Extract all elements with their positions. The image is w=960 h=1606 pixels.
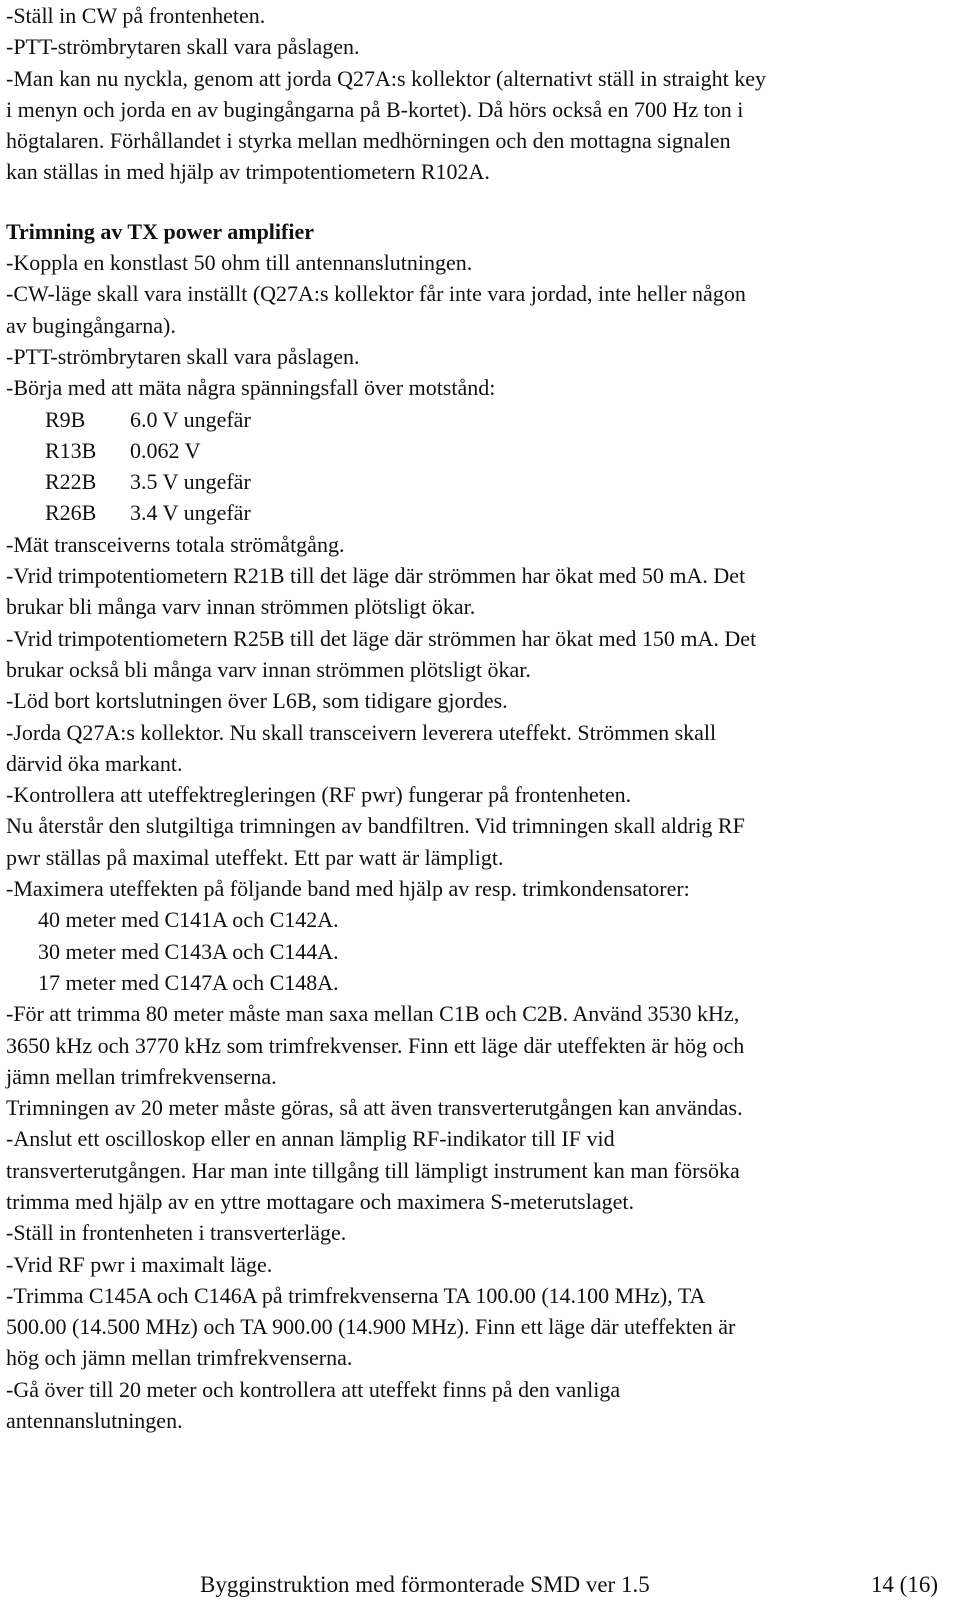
- text-line: -Löd bort kortslutningen över L6B, som tidigare gjordes.: [6, 688, 508, 714]
- band-item: 30 meter med C143A och C144A.: [38, 938, 339, 964]
- document-body: [6, 0, 956, 1436]
- text-line: Trimningen av 20 meter måste göras, så att även transverterutgången kan användas.: [6, 1095, 743, 1121]
- voltage-row: [6, 404, 956, 435]
- page-number: 14 (16): [870, 1572, 938, 1597]
- voltage-row: [6, 435, 956, 466]
- text-line: -Trimma C145A och C146A på trimfrekvenserna TA 100.00 (14.100 MHz), TA: [6, 1282, 706, 1308]
- text-line: därvid öka markant.: [6, 750, 183, 776]
- text-line: -För att trimma 80 meter måste man saxa mellan C1B och C2B. Använd 3530 kHz,: [6, 1001, 740, 1027]
- instructions-part-b: [6, 529, 956, 905]
- text-line: -Ställ in frontenheten i transverterläge.: [6, 1220, 347, 1246]
- voltage-value: 0.062 V: [130, 437, 201, 463]
- text-line: -Vrid trimpotentiometern R25B till det läge där strömmen har ökat med 150 mA. Det: [6, 625, 757, 651]
- text-line: kan ställas in med hjälp av trimpotentiometern R102A.: [6, 159, 490, 185]
- text-line: i menyn och jorda en av bugingångarna på B-kortet). Då hörs också en 700 Hz ton i: [6, 96, 744, 122]
- text-line: -CW-läge skall vara inställt (Q27A:s kollektor får inte vara jordad, inte heller någon: [6, 281, 746, 307]
- band-list: [6, 904, 956, 998]
- voltage-value: 3.4 V ungefär: [130, 500, 251, 526]
- voltage-list: [6, 404, 956, 529]
- text-line: antennanslutningen.: [6, 1408, 183, 1434]
- text-line: jämn mellan trimfrekvenserna.: [6, 1063, 277, 1089]
- voltage-row: [6, 497, 956, 528]
- section-heading: Trimning av TX power amplifier: [6, 218, 314, 244]
- text-line: -PTT-strömbrytaren skall vara påslagen.: [6, 343, 360, 369]
- text-line: -Maximera uteffekten på följande band med hjälp av resp. trimkondensatorer:: [6, 876, 690, 902]
- text-line: hög och jämn mellan trimfrekvenserna.: [6, 1345, 353, 1371]
- band-item: 17 meter med C147A och C148A.: [38, 969, 339, 995]
- footer-title: Bygginstruktion med förmonterade SMD ver 1.5: [200, 1572, 650, 1597]
- voltage-value: 6.0 V ungefär: [130, 406, 251, 432]
- text-line: -Vrid RF pwr i maximalt läge.: [6, 1251, 273, 1277]
- instructions-part-c: [6, 998, 956, 1436]
- voltage-row: [6, 466, 956, 497]
- text-line: -Mät transceiverns totala strömåtgång.: [6, 531, 345, 557]
- resistor-name: R26B: [45, 500, 97, 526]
- band-item: 40 meter med C141A och C142A.: [38, 907, 339, 933]
- text-line: pwr ställas på maximal uteffekt. Ett par watt är lämpligt.: [6, 844, 504, 870]
- text-line: trimma med hjälp av en yttre mottagare och maximera S-meterutslaget.: [6, 1188, 634, 1214]
- text-line: -Börja med att mäta några spänningsfall över motstånd:: [6, 375, 496, 401]
- text-line: högtalaren. Förhållandet i styrka mellan medhörningen och den mottagna signalen: [6, 128, 731, 154]
- page-footer: [0, 1568, 960, 1602]
- text-line: -Anslut ett oscilloskop eller en annan lämplig RF-indikator till IF vid: [6, 1126, 615, 1152]
- resistor-name: R13B: [45, 437, 97, 463]
- intro-paragraph: [6, 0, 956, 188]
- text-line: av bugingångarna).: [6, 312, 176, 338]
- instructions-part-a: [6, 247, 956, 403]
- text-line: -Vrid trimpotentiometern R21B till det läge där strömmen har ökat med 50 mA. Det: [6, 563, 746, 589]
- text-line: brukar också bli många varv innan strömmen plötsligt ökar.: [6, 656, 531, 682]
- text-line: 3650 kHz och 3770 kHz som trimfrekvenser. Finn ett läge där uteffekten är hög och: [6, 1032, 745, 1058]
- text-line: brukar bli många varv innan strömmen plötsligt ökar.: [6, 594, 476, 620]
- text-line: -PTT-strömbrytaren skall vara påslagen.: [6, 34, 360, 60]
- text-line: -Ställ in CW på frontenheten.: [6, 3, 266, 28]
- text-line: -Gå över till 20 meter och kontrollera att uteffekt finns på den vanliga: [6, 1376, 621, 1402]
- resistor-name: R9B: [45, 406, 86, 432]
- text-line: 500.00 (14.500 MHz) och TA 900.00 (14.900 MHz). Finn ett läge där uteffekten är: [6, 1314, 736, 1340]
- text-line: Nu återstår den slutgiltiga trimningen av bandfiltren. Vid trimningen skall aldrig RF: [6, 813, 745, 839]
- resistor-name: R22B: [45, 469, 97, 495]
- text-line: -Jorda Q27A:s kollektor. Nu skall transceivern leverera uteffekt. Strömmen skall: [6, 719, 717, 745]
- text-line: transverterutgången. Har man inte tillgång till lämpligt instrument kan man försöka: [6, 1157, 740, 1183]
- voltage-value: 3.5 V ungefär: [130, 469, 251, 495]
- text-line: -Kontrollera att uteffektregleringen (RF pwr) fungerar på frontenheten.: [6, 782, 632, 808]
- text-line: -Koppla en konstlast 50 ohm till antennanslutningen.: [6, 250, 473, 276]
- text-line: -Man kan nu nyckla, genom att jorda Q27A:s kollektor (alternativt ställ in straight key: [6, 65, 767, 91]
